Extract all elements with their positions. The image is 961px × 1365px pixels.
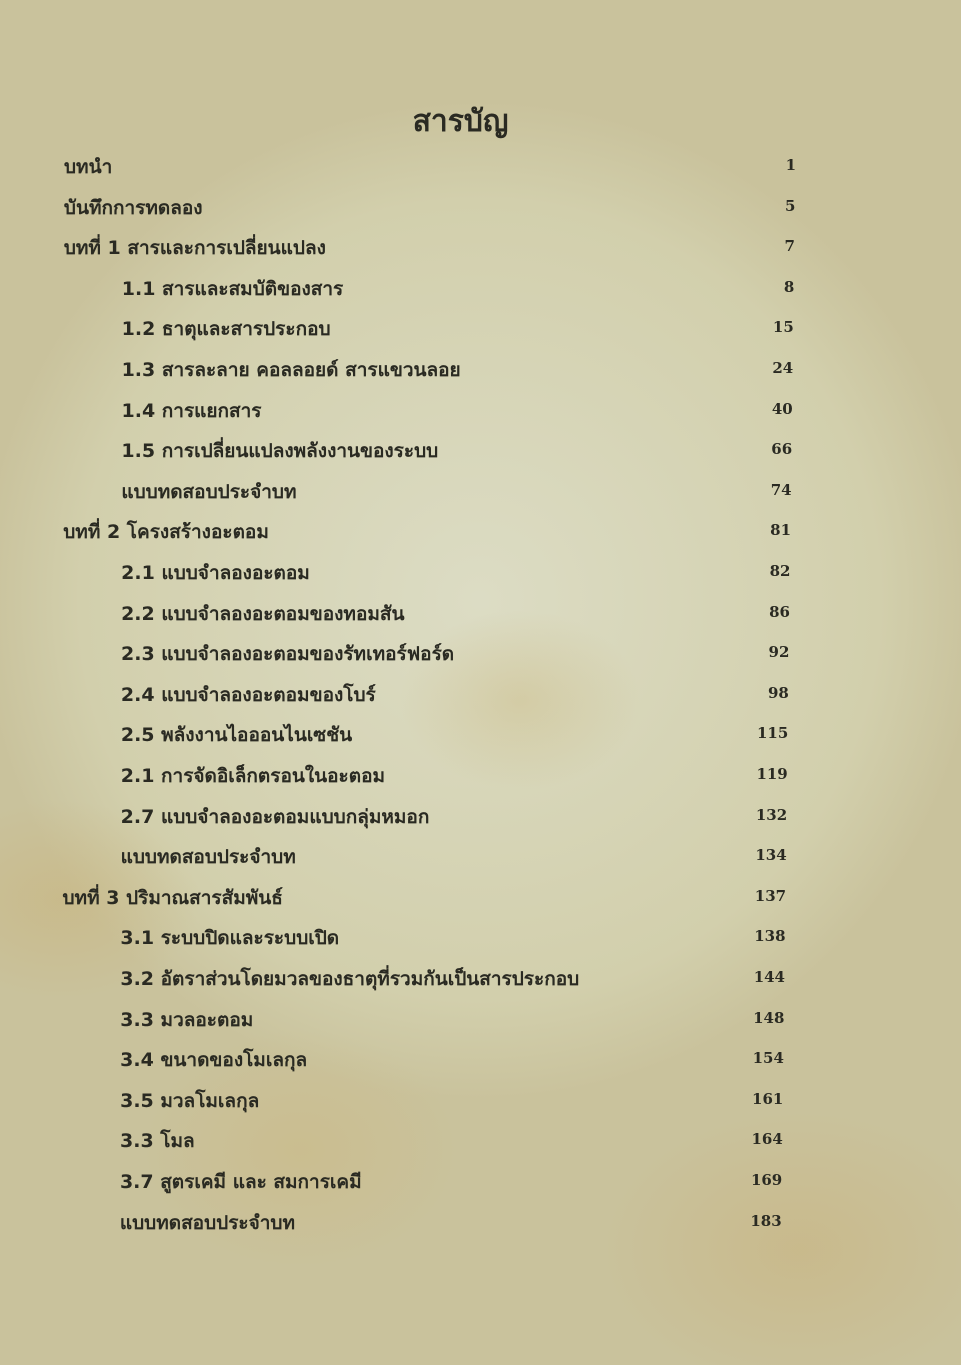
toc-entry — [0, 1045, 961, 1075]
toc-entry-page: 66 — [771, 440, 793, 459]
toc-entry-page: 164 — [751, 1130, 783, 1149]
toc-entry-label: แบบทดสอบประจำบท — [120, 846, 296, 869]
toc-entry-page: 8 — [783, 277, 795, 296]
toc-entry-label: 1.1 สารและสมบัติของสาร — [121, 277, 344, 300]
toc-entry-label: แบบทดสอบประจำบท — [121, 480, 297, 503]
toc-entry-label: บทที่ 2 โครงสร้างอะตอม — [63, 521, 269, 544]
toc-entry-label: 1.4 การแยกสาร — [121, 399, 262, 422]
toc-entry — [0, 1167, 961, 1197]
toc-entry-page: 7 — [784, 237, 795, 256]
toc-entry — [0, 761, 961, 791]
toc-entry-label: บทที่ 3 ปริมาณสารสัมพันธ์ — [62, 886, 283, 909]
toc-entry-label: 2.5 พลังงานไอออนไนเซชัน — [120, 724, 353, 747]
toc-entry — [0, 436, 961, 466]
toc-entry — [0, 477, 961, 507]
toc-entry-page: 138 — [754, 927, 786, 946]
toc-entry-page: 154 — [752, 1049, 784, 1068]
toc-entry-label: 2.3 แบบจำลองอะตอมของรัทเทอร์ฟอร์ด — [121, 643, 455, 666]
toc-entry — [0, 720, 961, 750]
toc-entry-label: บันทึกการทดลอง — [63, 196, 203, 219]
toc-entry — [0, 883, 961, 913]
toc-entry-label: 3.3 โมล — [120, 1130, 195, 1153]
toc-entry-page: 183 — [750, 1211, 782, 1230]
toc-entry-page: 134 — [755, 846, 787, 865]
toc-entry-page: 5 — [785, 196, 796, 215]
toc-entry — [0, 802, 961, 832]
toc-entry-label: แบบทดสอบประจำบท — [119, 1211, 295, 1234]
toc-entry-label: 3.5 มวลโมเลกุล — [120, 1089, 260, 1112]
toc-entry-label: 3.2 อัตราส่วนโดยมวลของธาตุที่รวมกันเป็นสารประกอบ — [120, 968, 580, 990]
toc-entry — [0, 1005, 961, 1035]
toc-entry — [0, 152, 961, 182]
toc-entry-label: บทที่ 1 สารและการเปลี่ยนแปลง — [63, 237, 326, 260]
toc-entry-page: 15 — [772, 318, 794, 337]
toc-entry — [0, 1126, 961, 1156]
toc-entry — [0, 1208, 961, 1238]
toc-entry-page: 1 — [785, 156, 796, 174]
toc-entry-label: 3.4 ขนาดของโมเลกุล — [120, 1049, 308, 1072]
page-title: สารบัญ — [412, 104, 509, 139]
toc-entry-page: 82 — [769, 562, 791, 580]
toc-entry — [0, 964, 961, 994]
toc-entry-page: 132 — [755, 805, 788, 824]
toc-entry-page: 40 — [771, 399, 793, 418]
toc-entry-page: 144 — [753, 968, 785, 986]
toc-entry — [0, 274, 961, 304]
toc-entry-label: 2.7 แบบจำลองอะตอมแบบกลุ่มหมอก — [120, 805, 430, 828]
toc-entry-label: 2.1 การจัดอิเล็กตรอนในอะตอม — [120, 765, 386, 787]
toc-entry-label: 2.2 แบบจำลองอะตอมของทอมสัน — [121, 602, 405, 625]
toc-entry-label: 2.1 แบบจำลองอะตอม — [121, 562, 310, 584]
toc-entry — [0, 1086, 961, 1116]
toc-entry-page: 24 — [772, 359, 794, 377]
toc-entry-label: 1.2 ธาตุและสารประกอบ — [121, 318, 331, 341]
toc-entry-page: 92 — [768, 643, 790, 662]
toc-entry-label: 3.7 สูตรเคมี และ สมการเคมี — [119, 1171, 362, 1193]
toc-entry — [0, 639, 961, 669]
toc-entry-page: 115 — [756, 724, 789, 743]
toc-entry-page: 169 — [750, 1171, 783, 1189]
toc-entry — [0, 355, 961, 385]
toc-entry — [0, 193, 961, 223]
toc-entry-label: 1.5 การเปลี่ยนแปลงพลังงานของระบบ — [121, 440, 439, 463]
toc-entry-page: 161 — [752, 1089, 784, 1108]
toc-entry-label: 1.3 สารละลาย คอลลอยด์ สารแขวนลอย — [121, 359, 461, 381]
toc-entry-page: 81 — [770, 521, 792, 540]
toc-entry — [0, 517, 961, 547]
toc-entry — [0, 842, 961, 872]
toc-entry — [0, 396, 961, 426]
toc-entry — [0, 558, 961, 588]
toc-entry — [0, 233, 961, 263]
toc-entry — [0, 599, 961, 629]
toc-entry — [0, 314, 961, 344]
toc-entry-page: 98 — [767, 683, 789, 702]
toc-entry-page: 148 — [753, 1008, 785, 1027]
toc-entry-label: 3.1 ระบบปิดและระบบเปิด — [120, 927, 340, 950]
toc-entry — [0, 680, 961, 710]
toc-entry-page: 119 — [756, 765, 788, 783]
toc-entry-label: 2.4 แบบจำลองอะตอมของโบร์ — [120, 683, 376, 706]
toc-entry — [0, 923, 961, 953]
toc-entry-page: 137 — [754, 886, 787, 905]
toc-entry-label: 3.3 มวลอะตอม — [120, 1008, 254, 1031]
toc-entry-label: บทนำ — [64, 156, 113, 178]
toc-entry-page: 74 — [770, 480, 792, 499]
toc-entry-page: 86 — [769, 602, 790, 621]
